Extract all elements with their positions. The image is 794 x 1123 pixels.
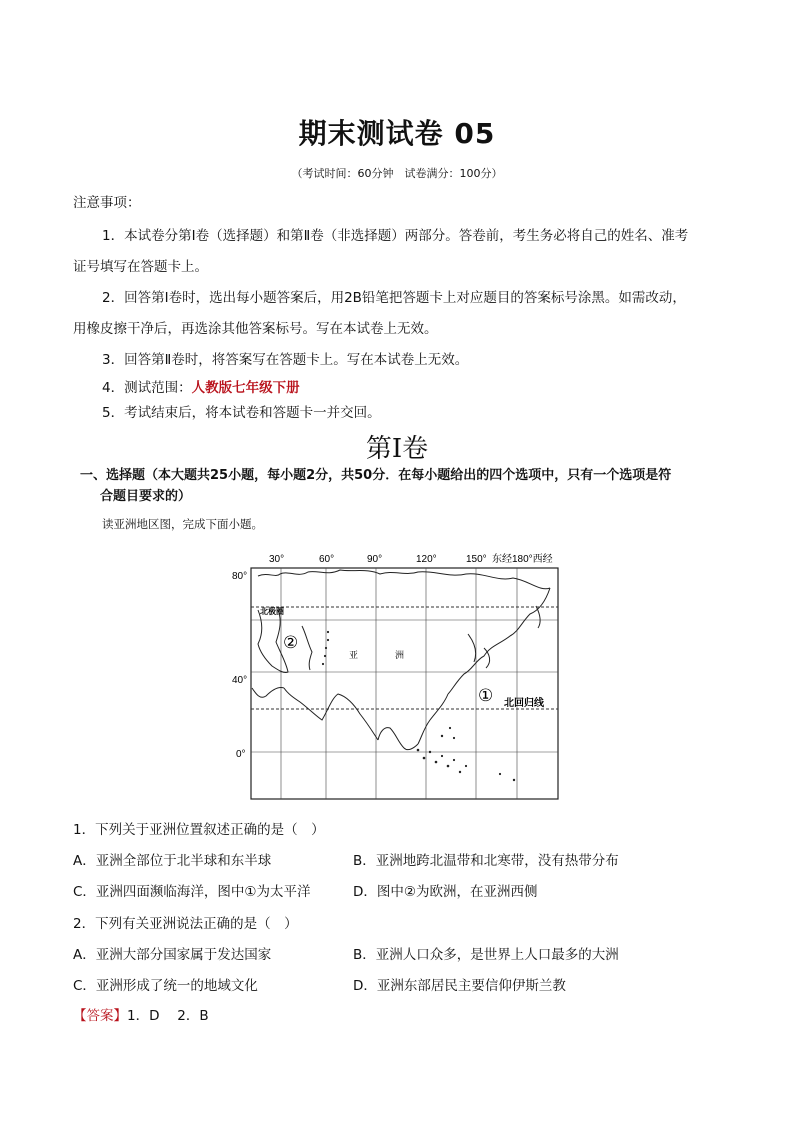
exam-subtitle: （考试时间：60分钟 试卷满分：100分）: [291, 167, 503, 180]
notice-item-2-line-2: 用橡皮擦干净后，再选涂其他答案标号。写在本试卷上无效。: [73, 321, 438, 337]
lat-label-40: 40°: [232, 675, 248, 686]
marker-1-label: ①: [478, 686, 494, 706]
q2-stem: 2．下列有关亚洲说法正确的是（ ）: [73, 916, 298, 932]
answer-line: [73, 1004, 209, 1024]
lat-label-0: 0°: [236, 749, 246, 760]
q1-option-a: A．亚洲全部位于北半球和东半球: [73, 853, 272, 869]
tropic-of-cancer-label: 北回归线: [504, 698, 544, 709]
notice-item-2-line-1: 2．回答第Ⅰ卷时，选出每小题答案后，用2B铅笔把答题卡上对应题目的答案标号涂黑。如需改动，: [102, 290, 686, 306]
lon-label-60: 60°: [319, 554, 335, 565]
section-title: 第Ⅰ卷: [365, 434, 429, 464]
notice-item-1-line-2: 证号填写在答题卡上。: [73, 259, 208, 275]
part1-heading-line-2: 合题目要求的）: [100, 489, 192, 504]
answer-tag: 【答案】: [73, 1008, 127, 1024]
lon-label-90: 90°: [367, 554, 383, 565]
q1-option-c: C．亚洲四面濒临海洋，图中①为太平洋: [73, 884, 311, 900]
notice-item-4-prefix: 4．测试范围：: [102, 380, 192, 396]
q2-option-d: D．亚洲东部居民主要信仰伊斯兰教: [353, 978, 566, 994]
notice-item-1-line-1: 1．本试卷分第Ⅰ卷（选择题）和第Ⅱ卷（非选择题）两部分。答卷前，考生务必将自己的姓名、准考: [102, 228, 689, 244]
north-pole-label: 北极圈: [260, 607, 284, 616]
lon-label-30: 30°: [269, 554, 285, 565]
q2-option-b: B．亚洲人口众多，是世界上人口最多的大洲: [353, 947, 619, 963]
q2-option-a: A．亚洲大部分国家属于发达国家: [73, 947, 272, 963]
asia-map: [228, 548, 573, 804]
q2-option-c: C．亚洲形成了统一的地域文化: [73, 978, 258, 994]
answer-text: 1．D 2．B: [127, 1008, 209, 1024]
lon-label-180: 东经180°西经: [492, 554, 553, 565]
notice-item-5: 5．考试结束后，将本试卷和答题卡一并交回。: [102, 405, 381, 421]
test-scope: 人教版七年级下册: [191, 380, 300, 396]
lat-label-80: 80°: [232, 571, 248, 582]
asia-label-char-2: 洲: [395, 651, 405, 661]
map-instruction: 读亚洲地区图，完成下面小题。: [102, 517, 263, 531]
notice-item-3: 3．回答第Ⅱ卷时，将答案写在答题卡上。写在本试卷上无效。: [102, 352, 469, 368]
notice-item-4: [102, 378, 300, 398]
notice-heading: 注意事项：: [73, 195, 141, 211]
lon-label-120: 120°: [416, 554, 437, 565]
q1-option-d: D．图中②为欧洲，在亚洲西侧: [353, 884, 538, 900]
q1-stem: 1．下列关于亚洲位置叙述正确的是（ ）: [73, 822, 325, 838]
map-frame: [251, 568, 558, 799]
lon-label-150: 150°: [466, 554, 487, 565]
page-title: 期末测试卷 05: [298, 117, 496, 150]
q1-option-b: B．亚洲地跨北温带和北寒带，没有热带分布: [353, 853, 619, 869]
asia-label-char-1: 亚: [349, 651, 359, 661]
part1-heading-line-1: 一、选择题（本大题共25小题，每小题2分，共50分．在每小题给出的四个选项中，只有一个选项是符: [80, 468, 672, 483]
marker-2-label: ②: [283, 633, 299, 653]
